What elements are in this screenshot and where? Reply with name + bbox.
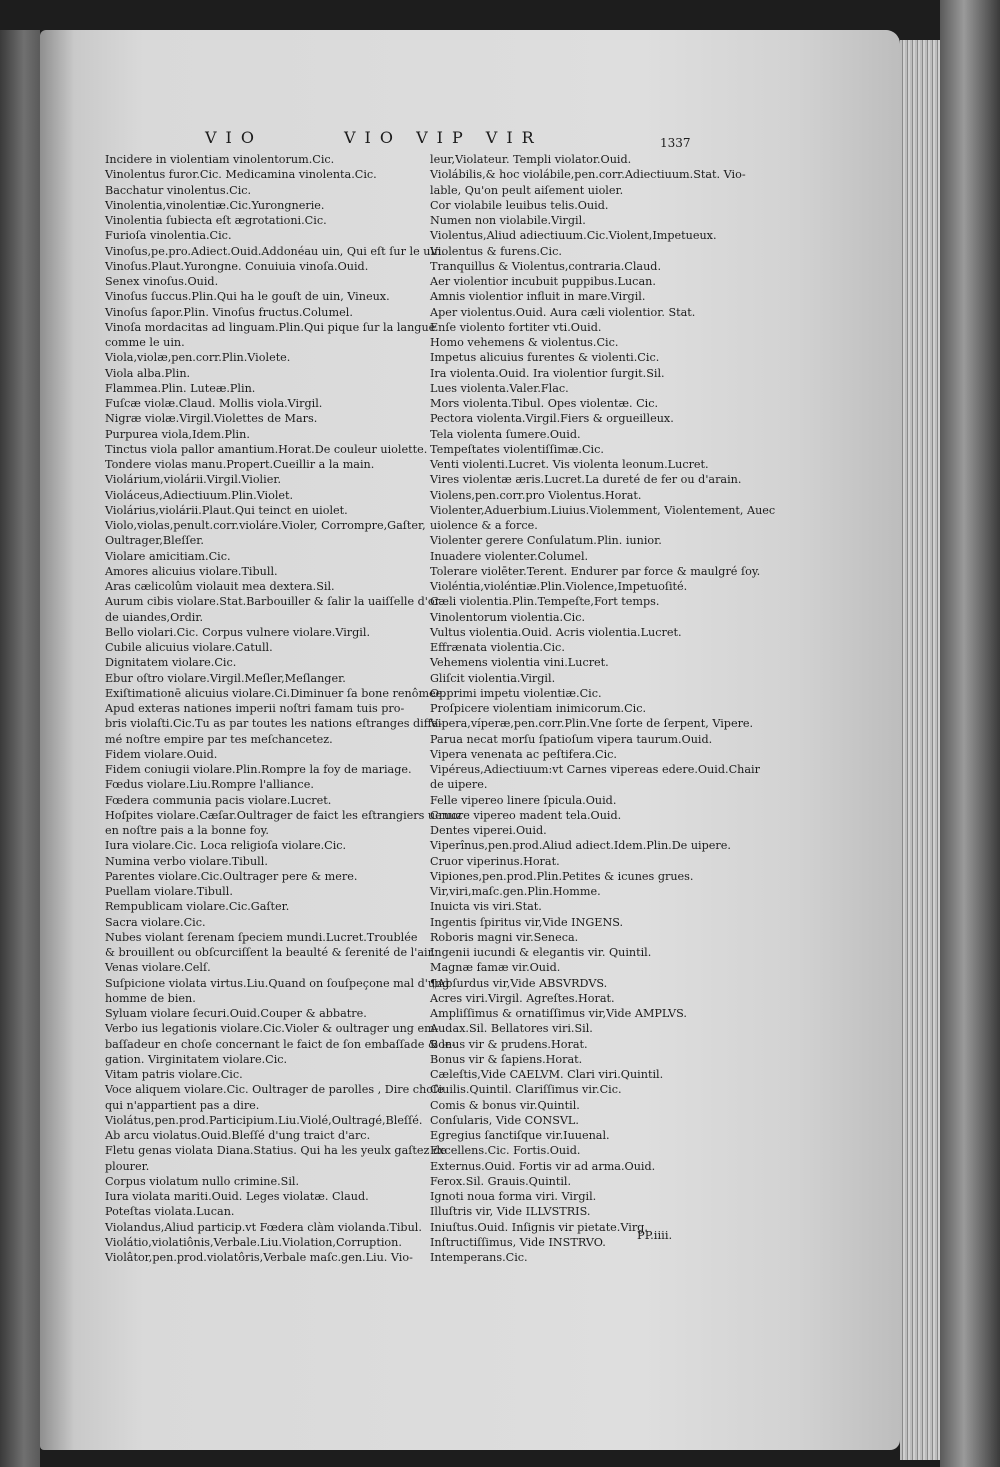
dictionary-line: Viola alba.Plin.: [105, 366, 191, 380]
dictionary-line: Tinctus viola pallor amantium.Horat.De couleur uiolette.: [105, 442, 428, 456]
dictionary-line: Magnæ famæ vir.Ouid.: [430, 961, 561, 975]
dictionary-line: Violâtor,pen.prod.violatôris,Verbale maſc.gen.Liu. Vio-: [105, 1251, 413, 1264]
dictionary-line: Syluam violare ſecuri.Ouid.Couper & abbatre.: [105, 1007, 367, 1020]
dictionary-line: Vehemens violentia vini.Lucret.: [430, 656, 609, 670]
dictionary-line: Tolerare violēter.Terent. Endurer par force & maulgré ſoy.: [430, 564, 761, 578]
dictionary-line: Poteſtas violata.Lucan.: [105, 1205, 235, 1219]
dictionary-line: Aurum cibis violare.Stat.Barbouiller & ſalir la uaiſſelle d'or: [105, 595, 440, 609]
dictionary-line: Violandus,Aliud particip.vt Fœdera clàm violanda.Tibul.: [105, 1220, 422, 1234]
page-stack-edge: [900, 40, 940, 1460]
dictionary-line: Fidem coniugii violare.Plin.Rompre la foy de mariage.: [105, 763, 412, 776]
dictionary-line: Amores alicuius violare.Tibull.: [105, 564, 278, 578]
dictionary-line: leur,Violateur. Templi violator.Ouid.: [430, 153, 632, 166]
dictionary-line: Puellam violare.Tibull.: [105, 885, 233, 898]
dictionary-line: Cæleſtis,Vide CAELVM. Clari viri.Quintil.: [430, 1068, 664, 1081]
dictionary-line: Violátus,pen.prod.Participium.Liu.Violé,Oultragé,Bleſſé.: [105, 1113, 423, 1127]
dictionary-line: Vinolentia,vinolentiæ.Cic.Yurongnerie.: [105, 198, 325, 212]
dictionary-line: Tela violenta ſumere.Ouid.: [430, 427, 581, 441]
dictionary-line: Roboris magni vir.Seneca.: [430, 930, 579, 944]
running-head-middle: VIO VIP VIR: [344, 128, 543, 147]
dictionary-line: Vipera venenata ac peſtifera.Cic.: [430, 747, 617, 761]
dictionary-line: Apud exteras nationes imperii noſtri famam tuis pro-: [105, 702, 405, 715]
dictionary-line: Fœdera communia pacis violare.Lucret.: [105, 793, 332, 807]
dictionary-line: Exiſtimationē alicuius violare.Ci.Diminuer ſa bone renômee.: [105, 686, 446, 700]
dictionary-line: Bonus vir & prudens.Horat.: [430, 1037, 588, 1051]
dictionary-line: Ebur oſtro violare.Virgil.Meſler,Meſlanger.: [105, 671, 346, 685]
dictionary-line: Conſularis, Vide CONSVL.: [430, 1113, 579, 1127]
dictionary-line: Furioſa vinolentia.Cic.: [105, 229, 232, 243]
dictionary-line: Rempublicam violare.Cic.Gaſter.: [105, 900, 290, 914]
dictionary-line: Pectora violenta.Virgil.Fiers & orgueilleux.: [430, 412, 674, 426]
dictionary-line: Ab arcu violatus.Ouid.Bleſſé d'ung traict d'arc.: [105, 1129, 371, 1142]
dictionary-line: Egregius ſanctiſque vir.Iuuenal.: [430, 1129, 610, 1142]
dictionary-line: Fidem violare.Ouid.: [105, 747, 218, 761]
dictionary-line: Parua necat morſu ſpatioſum vipera taurum.Ouid.: [430, 732, 713, 746]
dictionary-line: Felle vipereo linere ſpicula.Ouid.: [430, 793, 617, 807]
dictionary-line: de uiandes,Ordir.: [105, 610, 204, 624]
dictionary-line: Externus.Ouid. Fortis vir ad arma.Ouid.: [430, 1159, 656, 1173]
dictionary-line: Dignitatem violare.Cic.: [105, 656, 237, 670]
dictionary-line: Venas violare.Celſ.: [105, 961, 211, 975]
dictionary-line: Enſe violento fortiter vti.Ouid.: [430, 320, 602, 334]
dictionary-line: Vinoſus ſuccus.Plin.Qui ha le gouſt de uin, Vineux.: [105, 290, 390, 304]
dictionary-line: Corpus violatum nullo crimine.Sil.: [105, 1174, 300, 1188]
dictionary-line: Violéntia,violéntiæ.Plin.Violence,Impetuoſité.: [430, 580, 688, 593]
dictionary-line: Fletu genas violata Diana.Statius. Qui ha les yeulx gaſtez de: [105, 1144, 447, 1158]
dictionary-line: Aras cælicolûm violauit mea dextera.Sil.: [105, 580, 335, 593]
dictionary-line: Oultrager,Bleſſer.: [105, 534, 204, 548]
dictionary-line: Iura violare.Cic. Loca religioſa violare.Cic.: [105, 839, 347, 853]
dictionary-line: Violentus & furens.Cic.: [430, 244, 562, 258]
dictionary-line: Cubile alicuius violare.Catull.: [105, 641, 273, 654]
dictionary-line: Nubes violant ſerenam ſpeciem mundi.Lucret.Troublée: [105, 930, 418, 944]
catchword: PP.iiii.: [637, 1228, 673, 1242]
dictionary-line: en noſtre pais a la bonne foy.: [105, 824, 269, 837]
dictionary-line: uiolence & a force.: [430, 519, 538, 532]
dictionary-line: Violens,pen.corr.pro Violentus.Horat.: [430, 488, 642, 502]
dictionary-line: Violare amicitiam.Cic.: [105, 549, 231, 563]
dictionary-line: Numina verbo violare.Tibull.: [105, 854, 268, 868]
dictionary-line: mé noſtre empire par tes meſchancetez.: [105, 732, 333, 746]
dictionary-line: Acres viri.Virgil. Agreſtes.Horat.: [430, 991, 615, 1005]
dictionary-line: Amnis violentior influit in mare.Virgil.: [430, 290, 646, 304]
dictionary-line: Vinolentus furor.Cic. Medicamina vinolenta.Cic.: [105, 168, 377, 182]
dictionary-line: Violo,violas,penult.corr.violáre.Violer, Corrompre,Gaſter,: [105, 519, 426, 532]
dictionary-line: Ignoti noua forma viri. Virgil.: [430, 1190, 597, 1203]
dictionary-line: Bacchatur vinolentus.Cic.: [105, 183, 252, 197]
book-cover-edge: [940, 0, 1000, 1467]
dictionary-line: Purpurea viola,Idem.Plin.: [105, 427, 250, 441]
dictionary-line: Intemperans.Cic.: [430, 1251, 528, 1264]
left-page-edge: [0, 30, 40, 1467]
dictionary-line: Mors violenta.Tibul. Opes violentæ. Cic.: [430, 397, 659, 410]
dictionary-line: Bello violari.Cic. Corpus vulnere violare.Virgil.: [105, 625, 371, 639]
dictionary-line: Vinoſa mordacitas ad linguam.Plin.Qui pique ſur la langue: [105, 320, 436, 334]
dictionary-line: Violáceus,Adiectiuum.Plin.Violet.: [105, 488, 294, 502]
dictionary-line: Violátio,violatiônis,Verbale.Liu.Violation,Corruption.: [105, 1235, 402, 1249]
dictionary-line: Senex vinoſus.Ouid.: [105, 275, 219, 288]
dictionary-line: Vinoſus.Plaut.Yurongne. Conuiuia vinoſa.Ouid.: [105, 259, 369, 273]
dictionary-line: Vinolentorum violentia.Cic.: [430, 610, 586, 624]
dictionary-line: homme de bien.: [105, 991, 196, 1005]
dictionary-line: Effrænata violentia.Cic.: [430, 641, 565, 654]
dictionary-line: Vipera,víperæ,pen.corr.Plin.Vne ſorte de ſerpent, Vipere.: [430, 717, 754, 731]
dictionary-line: bris violaſti.Cic.Tu as par toutes les nations eſtranges diffa-: [105, 717, 443, 731]
dictionary-line: Vires violentæ æris.Lucret.La dureté de fer ou d'arain.: [430, 473, 742, 487]
dictionary-line: Comis & bonus vir.Quintil.: [430, 1098, 580, 1112]
dictionary-line: Hoſpites violare.Cæſar.Oultrager de faict les eſtrangiers uenuz: [105, 808, 463, 822]
dictionary-line: Violárius,violárii.Plaut.Qui teinct en uiolet.: [105, 503, 348, 517]
dictionary-line: Aper violentus.Ouid. Aura cæli violentior. Stat.: [430, 305, 696, 319]
dictionary-line: Tondere violas manu.Propert.Cueillir a la main.: [105, 458, 375, 471]
dictionary-line: Venti violenti.Lucret. Vis violenta leonum.Lucret.: [430, 458, 709, 471]
dictionary-line: gation. Virginitatem violare.Cic.: [105, 1052, 288, 1066]
dictionary-line: Flammea.Plin. Luteæ.Plin.: [105, 381, 256, 395]
dictionary-line: Vinoſus ſapor.Plin. Vinoſus fructus.Columel.: [105, 305, 353, 319]
dictionary-line: qui n'appartient pas a dire.: [105, 1098, 260, 1112]
dictionary-line: Tranquillus & Violentus,contraria.Claud.: [430, 259, 662, 273]
dictionary-line: Illuſtris vir, Vide ILLVSTRIS.: [430, 1205, 591, 1219]
dictionary-line: Proſpicere violentiam inimicorum.Cic.: [430, 702, 647, 715]
dictionary-line: Ampliſſimus & ornatiſſimus vir,Vide AMPLVS.: [430, 1007, 687, 1020]
dictionary-line: Vinoſus,pe.pro.Adiect.Ouid.Addonéau uin, Qui eſt ſur le uin.: [105, 244, 445, 258]
dictionary-line: baſſadeur en choſe concernant le faict de ſon embaſſade & le-: [105, 1037, 456, 1051]
dictionary-line: ¶Abſurdus vir,Vide ABSVRDVS.: [430, 976, 608, 990]
dictionary-line: Vultus violentia.Ouid. Acris violentia.Lucret.: [430, 625, 682, 639]
dictionary-line: Cruore vipereo madent tela.Ouid.: [430, 808, 622, 822]
dictionary-line: Inſtructiſſimus, Vide INSTRVO.: [430, 1235, 606, 1249]
page-number: 1337: [660, 136, 691, 150]
dictionary-line: Cruor viperinus.Horat.: [430, 854, 560, 868]
dictionary-line: Ferox.Sil. Grauis.Quintil.: [430, 1174, 572, 1188]
dictionary-line: Numen non violabile.Virgil.: [430, 214, 586, 227]
dictionary-line: Aer violentior incubuit puppibus.Lucan.: [430, 275, 656, 288]
dictionary-line: Viola,violæ,pen.corr.Plin.Violete.: [105, 351, 291, 365]
dictionary-line: Ira violenta.Ouid. Ira violentior ſurgit.Sil.: [430, 366, 665, 380]
dictionary-line: Cor violabile leuibus telis.Ouid.: [430, 198, 609, 212]
dictionary-line: lable, Qu'on peult aiſement uioler.: [430, 183, 624, 197]
dictionary-line: Gliſcit violentia.Virgil.: [430, 671, 556, 685]
dictionary-line: Voce aliquem violare.Cic. Oultrager de parolles , Dire choſe: [105, 1083, 444, 1097]
dictionary-line: Tempeſtates violentiſſimæ.Cic.: [430, 442, 604, 456]
dictionary-line: de uipere.: [430, 778, 488, 792]
dictionary-line: Cæli violentia.Plin.Tempeſte,Fort temps.: [430, 595, 660, 609]
dictionary-line: Violentus,Aliud adiectiuum.Cic.Violent,Impetueux.: [430, 229, 717, 243]
dictionary-line: Vipéreus,Adiectiuum:vt Carnes vipereas edere.Ouid.Chair: [430, 763, 760, 776]
right-column: [430, 152, 776, 1265]
dictionary-line: Inuadere violenter.Columel.: [430, 549, 589, 563]
dictionary-line: Opprimi impetu violentiæ.Cic.: [430, 686, 602, 700]
dictionary-line: Ingentis ſpiritus vir,Vide INGENS.: [430, 915, 624, 929]
dictionary-line: Incidere in violentiam vinolentorum.Cic.: [105, 153, 335, 166]
dictionary-line: Audax.Sil. Bellatores viri.Sil.: [430, 1022, 593, 1036]
dictionary-line: Lues violenta.Valer.Flac.: [430, 381, 569, 395]
running-head-left: VIO: [205, 128, 263, 147]
dictionary-line: Parentes violare.Cic.Oultrager pere & mere.: [105, 869, 358, 883]
dictionary-line: Bonus vir & ſapiens.Horat.: [430, 1052, 583, 1066]
dictionary-line: Vir,viri,maſc.gen.Plin.Homme.: [430, 885, 601, 898]
dictionary-line: Vipiones,pen.prod.Plin.Petites & icunes grues.: [430, 869, 694, 883]
dictionary-line: Dentes viperei.Ouid.: [430, 824, 547, 837]
dictionary-line: Fuſcæ violæ.Claud. Mollis viola.Virgil.: [105, 397, 323, 410]
dictionary-line: plourer.: [105, 1159, 150, 1173]
dictionary-line: Viperînus,pen.prod.Aliud adiect.Idem.Plin.De uipere.: [430, 839, 731, 853]
dictionary-line: Iniuſtus.Ouid. Inſignis vir pietate.Virg.: [430, 1220, 648, 1234]
dictionary-line: Vitam patris violare.Cic.: [105, 1068, 243, 1081]
dictionary-line: Sacra violare.Cic.: [105, 915, 206, 929]
dictionary-line: Violábilis,& hoc violábile,pen.corr.Adiectiuum.Stat. Vio-: [430, 168, 746, 182]
dictionary-line: Ciuilis.Quintil. Clariſſimus vir.Cic.: [430, 1083, 622, 1097]
dictionary-line: Inuicta vis viri.Stat.: [430, 900, 542, 914]
dictionary-line: Nigræ violæ.Virgil.Violettes de Mars.: [105, 412, 318, 426]
dictionary-line: Impetus alicuius furentes & violenti.Cic.: [430, 351, 660, 365]
dictionary-line: Iura violata mariti.Ouid. Leges violatæ. Claud.: [105, 1190, 369, 1203]
dictionary-line: Fœdus violare.Liu.Rompre l'alliance.: [105, 778, 314, 792]
dictionary-line: & brouillent ou obſcurciſſent la beaulté & ſerenité de l'air.: [105, 946, 436, 959]
dictionary-line: Excellens.Cic. Fortis.Ouid.: [430, 1144, 581, 1158]
dictionary-line: Vinolentia ſubiecta eſt ægrotationi.Cic.: [105, 214, 327, 227]
dictionary-line: comme le uin.: [105, 336, 185, 349]
dictionary-line: Suſpicione violata virtus.Liu.Quand on ſouſpeçone mal d'ung: [105, 976, 450, 990]
dictionary-line: Violenter gerere Conſulatum.Plin. iunior.: [430, 534, 662, 548]
dictionary-line: Ingenii iucundi & elegantis vir. Quintil.: [430, 946, 652, 959]
dictionary-line: Violárium,violárii.Virgil.Violier.: [105, 473, 282, 487]
dictionary-line: Homo vehemens & violentus.Cic.: [430, 336, 619, 349]
dictionary-line: Verbo ius legationis violare.Cic.Violer & oultrager ung em-: [105, 1022, 439, 1036]
dictionary-line: Violenter,Aduerbium.Liuius.Violemment, Violentement, Auec: [430, 503, 776, 517]
